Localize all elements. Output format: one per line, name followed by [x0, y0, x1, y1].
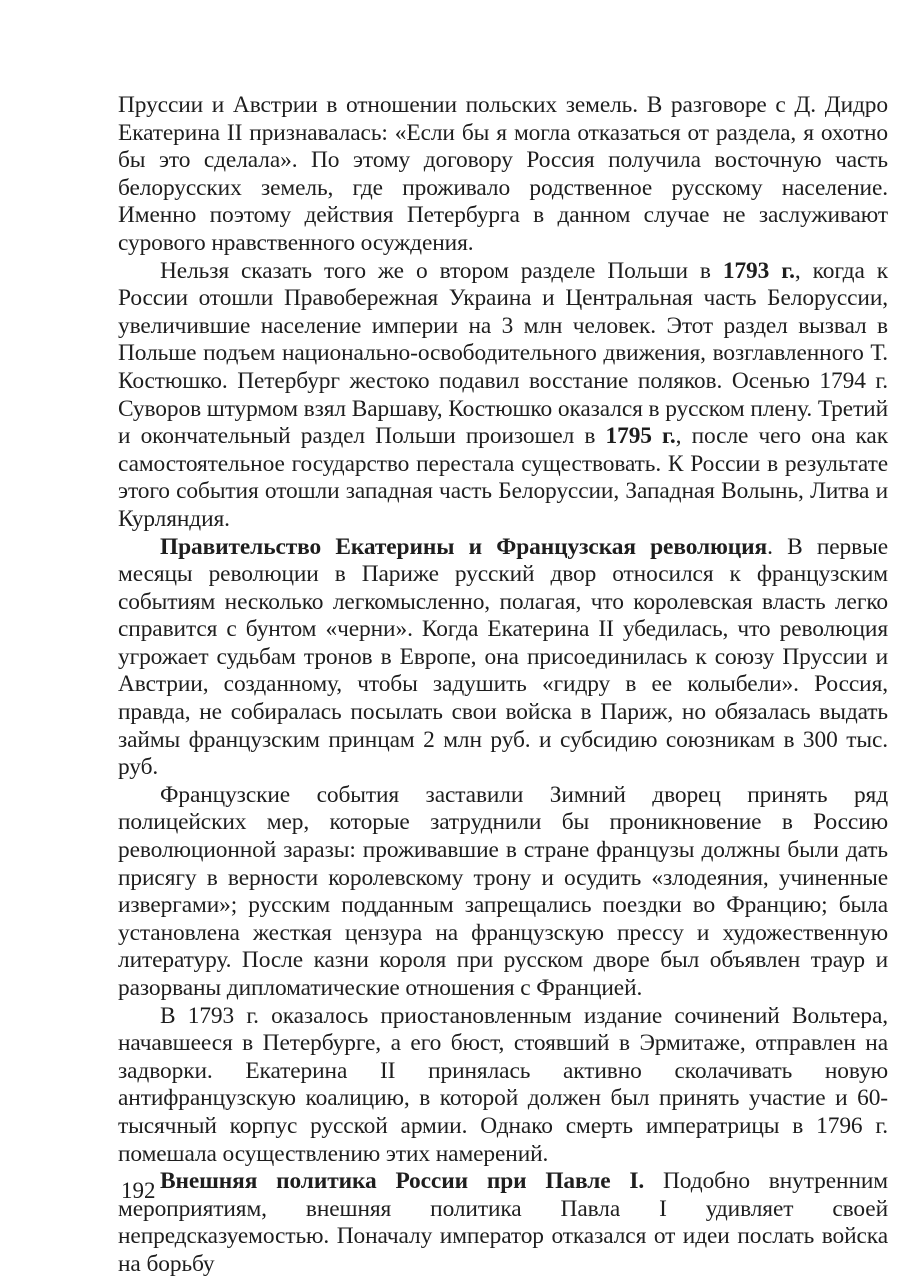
- page-body: [118, 92, 888, 1279]
- paragraph-partition-continuation: [118, 92, 888, 258]
- text-run: Нельзя сказать того же о втором разделе Польши в: [160, 257, 723, 284]
- bold-date-1793: 1793 г.: [722, 257, 795, 284]
- page-number: 192: [121, 1178, 156, 1203]
- text-run: Пруссии и Австрии в отношении польских земель. В разговоре с Д. Дидро Екатерина II признавалась: «Если бы я могла отказаться от раздела, я охотно бы это сделала». По этому договору Россия получила восточную часть белорусских земель, где проживало родственное русскому население. Именно поэтому действия Петербурга в данном случае не заслуживают сурового нравственного осуждения.: [118, 92, 888, 256]
- text-run: , после чего она как самостоятельное государство перестала существовать. К России в результате этого события отошли западная часть Белоруссии, Западная Волынь, Литва и Курляндия.: [118, 423, 888, 532]
- text-run: Французские события заставили Зимний дворец принять ряд полицейских мер, которые затруднили бы проникновение в Россию революционной заразы: проживавшие в стране французы должны были дать присягу в верности королевскому трону и осудить «злодеяния, учиненные извергами»; русским подданным запрещались поездки во Францию; была установлена жесткая цензура на французскую прессу и художественную литературу. После казни короля при русском дворе был объявлен траур и разорваны дипломатические отношения с Францией.: [118, 781, 888, 1001]
- bold-date-1795: 1795 г.: [605, 423, 676, 450]
- paragraph-french-revolution: [118, 534, 888, 782]
- paragraph-paul-foreign-policy: [118, 1168, 888, 1278]
- text-run: В 1793 г. оказалось приостановленным издание сочинений Вольтера, начавшееся в Петербурге, а его бюст, стоявший в Эрмитаже, отправлен на задворки. Екатерина II принялась активно сколачивать новую антифранцузскую коалицию, в которой должен был принять участие и 60-тысячный корпус русской армии. Однако смерть императрицы в 1796 г. помешала осуществлению этих намерений.: [118, 1002, 888, 1167]
- section-heading-paul-foreign-policy: Внешняя политика России при Павле I.: [160, 1168, 645, 1195]
- paragraph-police-measures: [118, 782, 888, 1003]
- text-run: , когда к России отошли Правобережная Украина и Центральная часть Белоруссии, увеличившие население империи на 3 млн человек. Этот раздел вызвал в Польше подъем национально-освободительного движения, возглавленного Т. Костюшко. Петербург жестоко подавил восстание поляков. Осенью 1794 г. Суворов штурмом взял Варшаву, Костюшко оказался в русском плену. Третий и окончательный раздел Польши произошел в: [118, 257, 889, 450]
- paragraph-voltaire: [118, 1003, 888, 1169]
- text-run: Подобно внутренним мероприятиям, внешняя политика Павла I удивляет своей непредсказуемостью. Поначалу император отказался от идеи послать войска на борьбу: [118, 1168, 888, 1277]
- paragraph-second-partition: [118, 258, 888, 534]
- section-heading-french-revolution: Правительство Екатерины и Французская революция: [160, 533, 768, 560]
- text-run: . В первые месяцы революции в Париже русский двор относился к французским событиям несколько легкомысленно, полагая, что королевская власть легко справится с бунтом «черни». Когда Екатерина II убедилась, что революция угрожает судьбам тронов в Европе, она присоединилась к союзу Пруссии и Австрии, созданному, чтобы задушить «гидру в ее колыбели». Россия, правда, не собиралась посылать свои войска в Париж, но обязалась выдать займы французским принцам 2 млн руб. и субсидию союзникам в 300 тыс. руб.: [118, 533, 888, 781]
